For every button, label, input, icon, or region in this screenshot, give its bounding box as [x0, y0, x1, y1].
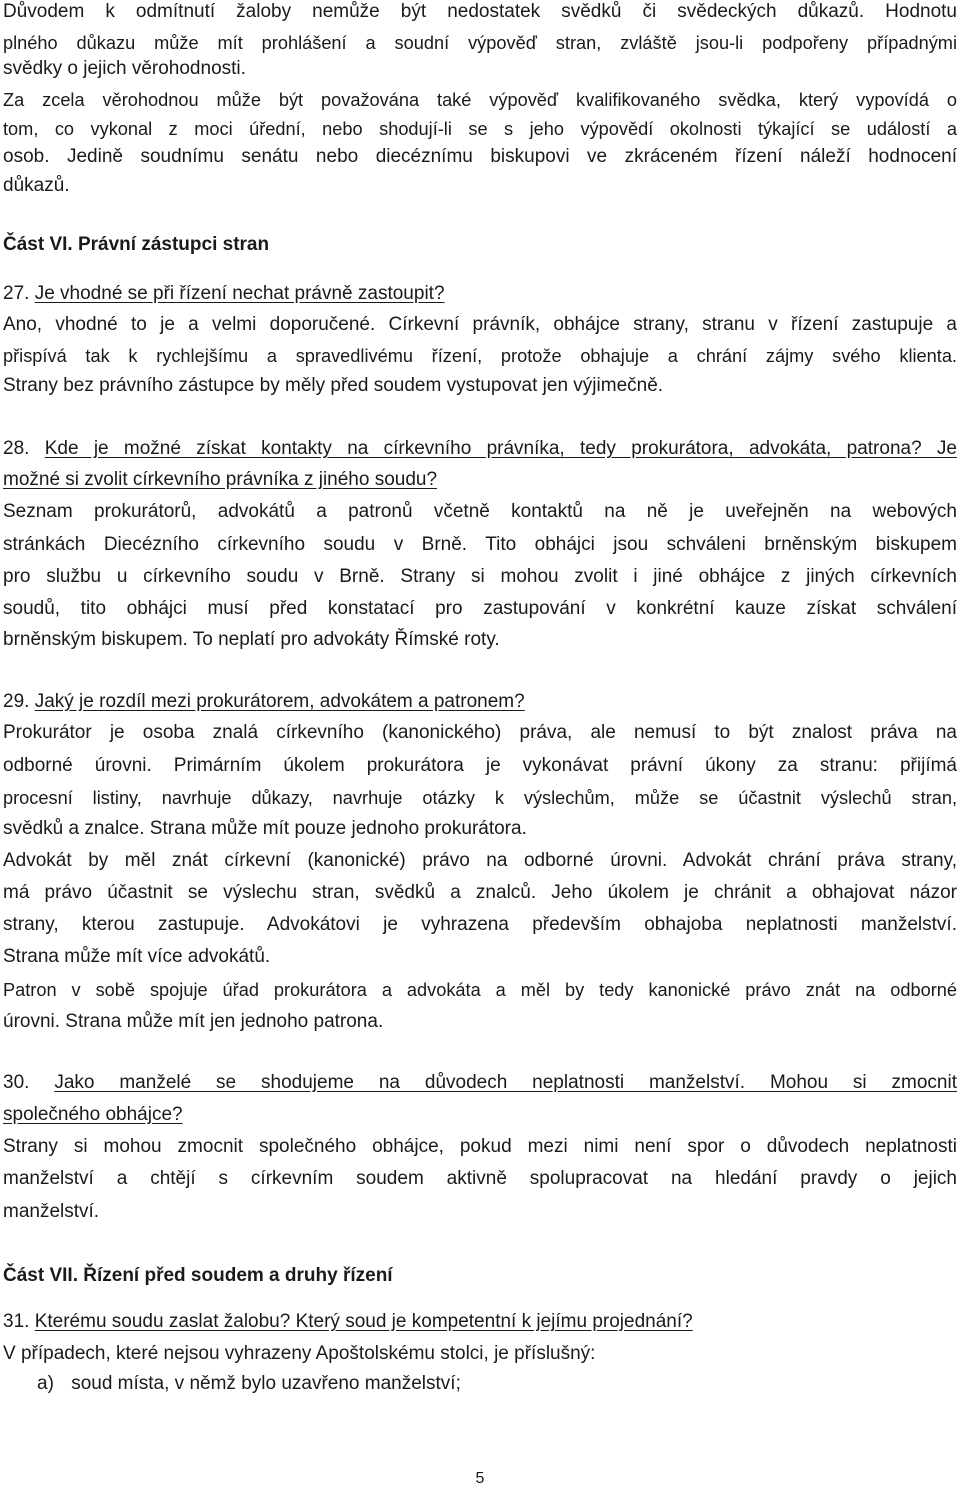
question-number: 29.: [3, 691, 30, 712]
answer-line: přispívá tak k rychlejšímu a spravedlivému řízení, protože obhajuje a chrání zájmy svého klienta.: [3, 346, 957, 366]
question-text: Jako manželé se shodujeme na důvodech neplatnosti manželství. Mohou si zmocnit: [54, 1072, 958, 1093]
answer-line: odborné úrovni. Primárním úkolem prokurátora je vykonávat právní úkony za stranu: přijímá: [3, 755, 957, 776]
paragraph-line: tom, co vykonal z moci úřední, nebo shodují-li se s jeho výpovědí okolnosti týkající se událostí a: [3, 119, 957, 139]
list-item: [37, 1372, 957, 1396]
list-item-text: soud místa, v němž bylo uzavřeno manželství;: [71, 1373, 461, 1394]
answer-line: Prokurátor je osoba znalá církevního (kanonického) práva, ale nemusí to být znalost práva na: [3, 722, 957, 743]
question-text: Kterému soudu zaslat žalobu? Který soud je kompetentní k jejímu projednání?: [34, 1311, 693, 1332]
page-number: 5: [475, 1470, 485, 1487]
answer-line: má právo účastnit se výslechu stran, svědků a znalců. Jeho úkolem je chránit a obhajovat názor: [3, 882, 957, 903]
paragraph-line: Za zcela věrohodnou může být považována také výpověď kvalifikovaného svědka, který vypovídá o: [3, 90, 957, 110]
answer-line: [3, 313, 957, 337]
question-number: 28.: [3, 438, 30, 459]
paragraph-line: plného důkazu může mít prohlášení a soudní výpověď stran, zvláště jsou-li podpořeny případnými: [3, 33, 957, 53]
answer-line: Strany bez právního zástupce by měly před soudem vystupovat jen výjimečně.: [3, 375, 664, 396]
answer-line: manželství a chtějí s církevním soudem aktivně spolupracovat na hledání pravdy o jejich: [3, 1168, 957, 1189]
question-text: možné si zvolit církevního právníka z jiného soudu?: [3, 469, 438, 490]
answer-line: svědků a znalce. Strana může mít pouze jednoho prokurátora.: [3, 818, 527, 839]
answer-line: manželství.: [3, 1201, 100, 1222]
question-number: 30.: [3, 1072, 30, 1093]
question-line: [3, 1103, 957, 1127]
question-line: [3, 282, 957, 306]
section-heading: Část VI. Právní zástupci stran: [3, 234, 270, 255]
answer-line: procesní listiny, navrhuje důkazy, navrhuje otázky k výslechům, může se účastnit výslechů stran,: [3, 788, 957, 808]
answer-line: pro službu u církevního soudu v Brně. Strany si mohou zvolit i jiné obhájce z jiných církevních: [3, 566, 957, 587]
question-text: Je vhodné se při řízení nechat právně zastoupit?: [34, 283, 445, 304]
answer-line: Advokát by měl znát církevní (kanonické) právo na odborné úrovni. Advokát chrání práva strany,: [3, 850, 957, 871]
answer-line: stránkách Diecézního církevního soudu v Brně. Tito obhájci jsou schváleni brněnským biskupem: [3, 534, 957, 555]
question-text: Jaký je rozdíl mezi prokurátorem, advokátem a patronem?: [34, 691, 525, 712]
answer-line: Patron v sobě spojuje úřad prokurátora a advokáta a měl by tedy kanonické právo znát na odborné: [3, 980, 957, 1000]
paragraph-line: svědky o jejich věrohodnosti.: [3, 58, 246, 79]
answer-line: úrovni. Strana může mít jen jednoho patrona.: [3, 1011, 384, 1032]
question-line: [3, 1071, 957, 1095]
answer-line: strany, kterou zastupuje. Advokátovi je vyhrazena především obhajoba neplatnosti manželství.: [3, 914, 957, 935]
paragraph-line: osob. Jedině soudnímu senátu nebo diecéznímu biskupovi ve zkráceném řízení náleží hodnocení: [3, 146, 957, 167]
answer-line: soudů, tito obhájci musí před konstatací pro zastupování v konkrétní kauze získat schválení: [3, 598, 957, 619]
question-line: [3, 1310, 957, 1334]
answer-line: Strany si mohou zmocnit společného obhájce, pokud mezi nimi není spor o důvodech neplatnosti: [3, 1136, 957, 1157]
answer-line: Strana může mít více advokátů.: [3, 946, 271, 967]
answer-line: Seznam prokurátorů, advokátů a patronů včetně kontaktů na ně je uveřejněn na webových: [3, 501, 957, 522]
question-number: 31.: [3, 1311, 30, 1332]
question-text: Kde je možné získat kontakty na církevního právníka, tedy prokurátora, advokáta, patrona? Je: [44, 438, 958, 459]
list-marker: a): [37, 1373, 54, 1394]
question-line: [3, 437, 957, 461]
question-text: společného obhájce?: [3, 1104, 183, 1125]
question-line: [3, 690, 957, 714]
question-number: 27.: [3, 283, 30, 304]
answer-line: brněnským biskupem. To neplatí pro advokáty Římské roty.: [3, 629, 500, 650]
question-line: [3, 468, 957, 492]
answer-rest: Církevní právník, obhájce strany, stranu v řízení zastupuje a: [375, 314, 957, 335]
paragraph-line: Důvodem k odmítnutí žaloby nemůže být nedostatek svědků či svědeckých důkazů. Hodnotu: [3, 1, 957, 22]
answer-line: V případech, které nejsou vyhrazeny Apoštolskému stolci, je příslušný:: [3, 1343, 596, 1364]
answer-lead: Ano, vhodné to je a velmi doporučené.: [3, 314, 376, 335]
paragraph-line: důkazů.: [3, 175, 70, 196]
section-heading: Část VII. Řízení před soudem a druhy řízení: [3, 1265, 393, 1286]
